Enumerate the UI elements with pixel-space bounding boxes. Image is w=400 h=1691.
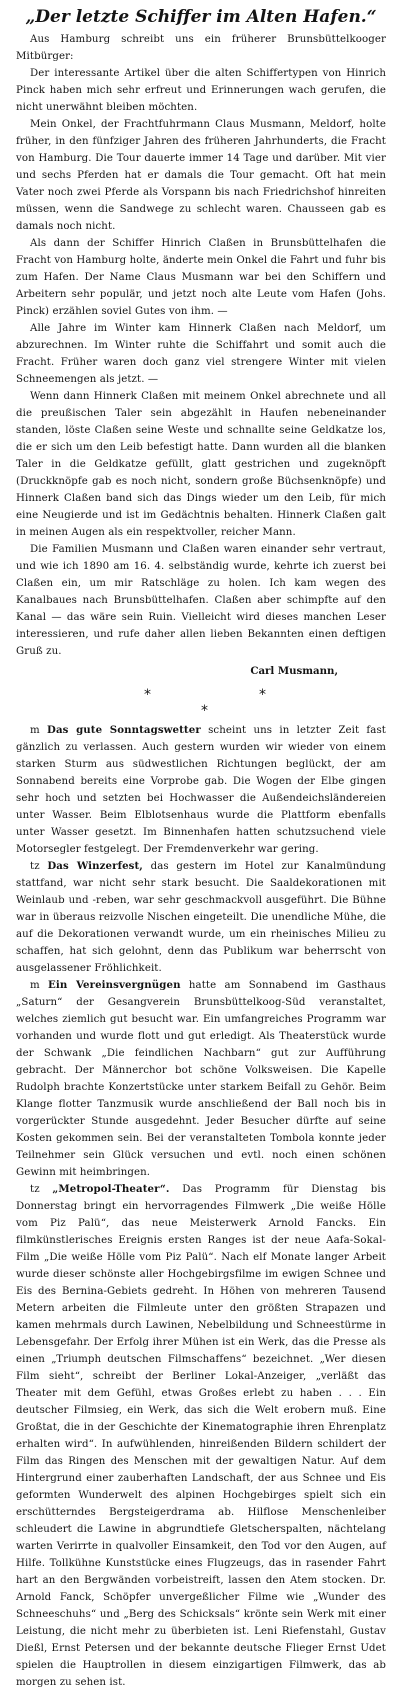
- section-divider: [16, 680, 386, 722]
- news-item-weather: [16, 722, 386, 858]
- news-title: Das gute Sonntagswetter: [47, 724, 201, 736]
- news-title: Das Winzerfest,: [47, 860, 143, 872]
- news-title: „Metropol-Theater“.: [52, 1183, 170, 1195]
- article-paragraph: Alle Jahre im Winter kam Hinnerk Claßen nach Meldorf, um abzurechnen. Im Winter ruhte die Schiffahrt und somit auch die Fracht. Früher waren doch ganz viel strengere Winter mit vielen Schneemengen als jetzt. —: [16, 323, 386, 385]
- article-headline: „Der letzte Schiffer im Alten Hafen.“: [25, 7, 377, 27]
- article-signature: Carl Musmann,: [250, 665, 338, 677]
- article-paragraph: Wenn dann Hinnerk Claßen mit meinem Onkel abrechnete und all die preußischen Taler sein abgezählt in Haufen nebeneinander standen, löste Claßen seine Weste und schnallte seine Geldkatze los, die er sich um den Leib befestigt hatte. Dann wurden all die blanken Taler in die Geldkatze gefüllt, glatt gestrichen und zugeknöpft (Druckknöpfe gab es noch nicht, sondern große Büchsenknöpfe) und Hinnerk Claßen band sich das Dings wieder um den Leib, für mich eine Neugierde und ist im Gedächtnis behalten. Hinnerk Claßen galt in meinen Augen als ein respektvoller, reicher Mann.: [16, 391, 386, 538]
- news-title: Ein Vereinsvergnügen: [48, 979, 181, 991]
- divider-star: *: [201, 703, 208, 719]
- news-text: Das Programm für Dienstag bis Donnerstag bringt ein hervorragendes Filmwerk „Die weiße Hölle vom Piz Palü“, das neue Meisterwerk Arnold Fancks. Ein filmkünstlerisches Ereignis ersten Ranges ist der neue Aafa-Sokal-Film „Die weiße Hölle vom Piz Palü“. Nach elf Monate langer Arbeit wurde dieser schönste aller Hochgebirgsfilme im ewigen Schnee und Eis des Bernina-Gebiets gedreht. In Höhen von mehreren Tausend Metern arbeiten die Filmleute unter den größten Strapazen und kamen mehrmals durch Lawinen, Nebelbildung und Schneestürme in Lebensgefahr. Der Erfolg ihrer Mühen ist ein Werk, das die Presse als einen „Triumph deutschen Filmschaffens“ bezeichnet. „Wer diesen Film sieht“, schreibt der Berliner Lokal-Anzeiger, „verläßt das Theater mit dem Gefühl, etwas Großes erlebt zu haben . . . Ein deutscher Filmsieg, ein Werk, das sich die Welt erobern muß. Eine Großtat, die in der Geschichte der Kinematographie ihren Ehrenplatz erhalten wird“. In aufwühlenden, hinreißenden Bildern schildert der Film das Ringen des Menschen mit der gewaltigen Natur. Auf dem Hintergrund einer zauberhaften Landschaft, der aus Schnee und Eis geformten Wunderwelt des alpinen Hochgebirges spielt sich ein erschütterndes Bergsteigerdrama ab. Hilflose Menschenleiber schleudert die Lawine in abgrundtiefe Gletscherspalten, nächtelang warten Verirrte in qualvoller Einsamkeit, den Tod vor den Augen, auf Hilfe. Tollkühne Kunststücke eines Flugzeugs, das in rasender Fahrt hart an den Bergwänden vorbeistreift, lassen den Atem stocken. Dr. Arnold Fanck, Schöpfer unvergeßlicher Filme wie „Wunder des Schneeschuhs“ und „Berg des Schicksals“ krönte sein Werk mit einer Leistung, die nicht mehr zu überbieten ist. Leni Riefenstahl, Gustav Dießl, Ernst Petersen und der bekannte deutsche Flieger Ernst Udet spielen die Hauptrollen in diesem einzigartigen Filmwerk, das ab morgen zu sehen ist.: [16, 1184, 387, 1688]
- news-prefix: tz: [30, 1184, 40, 1195]
- news-item-winzerfest: [16, 858, 386, 977]
- article-paragraph: Die Familien Musmann und Claßen waren einander sehr vertraut, und wie ich 1890 am 16. 4. selbständig wurde, kehrte ich zuerst bei Claßen ein, um mir Ratschläge zu holen. Ich kam wegen des Kanalbaues nach Brunsbüttelhafen. Claßen aber schimpfte auf den Kanal — das wäre sein Ruin. Vielleicht wird dieses manchen Leser interessieren, und rufe daher allen lieben Bekannten einen deftigen Gruß zu.: [16, 544, 386, 657]
- article-body: [16, 31, 386, 660]
- article-paragraph: Der interessante Artikel über die alten Schiffertypen von Hinrich Pinck haben mich sehr erfreut und Erinnerungen wach gerufen, die nicht unerwähnt bleiben möchten.: [16, 68, 386, 113]
- local-news: [16, 722, 386, 1691]
- article-paragraph: Mein Onkel, der Frachtfuhrmann Claus Musmann, Meldorf, holte früher, in den fünfziger Jahren des früheren Jahrhunderts, die Fracht von Hamburg. Die Tour dauerte immer 14 Tage und darüber. Mit vier und sechs Pferden hat er damals die Tour gemacht. Oft hat mein Vater noch zwei Pferde als Vorspann bis nach Friedrichshof hinreiten müssen, wenn die Sandwege zu schlecht waren. Chausseen gab es damals noch nicht.: [16, 119, 386, 232]
- news-item-metropol-theater: [16, 1181, 386, 1691]
- news-text: scheint uns in letzter Zeit fast gänzlich zu verlassen. Auch gestern wurden wir wieder von einem starken Sturm aus südwestlichen Richtungen beglückt, der am Sonnabend bereits eine Vorprobe gab. Die Wogen der Elbe gingen sehr hoch und setzten bei Hochwasser die Außendeichsländereien unter Wasser. Beim Elblotsenhaus wurde die Plattform ebenfalls unter Wasser gesetzt. Im Binnenhafen hatten schutzsuchend viele Motorsegler festgelegt. Der Fremdenverkehr war gering.: [16, 725, 387, 855]
- divider-star: *: [144, 687, 151, 703]
- divider-star: *: [259, 687, 266, 703]
- news-prefix: m: [30, 725, 40, 736]
- news-item-vereinsvergnuegen: [16, 977, 386, 1181]
- article-paragraph: Als dann der Schiffer Hinrich Claßen in Brunsbüttelhafen die Fracht von Hamburg holte, änderte mein Onkel die Fahrt und fuhr bis zum Hafen. Der Name Claus Musmann war bei den Schiffern und Arbeitern sehr populär, und jetzt noch alte Leute vom Hafen (Johs. Pinck) erzählen soviel Gutes von ihm. —: [16, 238, 386, 317]
- article-paragraph: Aus Hamburg schreibt uns ein früherer Brunsbüttelkooger Mitbürger:: [16, 34, 386, 62]
- news-prefix: m: [30, 980, 40, 991]
- news-text: das gestern im Hotel zur Kanalmündung stattfand, war nicht sehr stark besucht. Die Saaldekorationen mit Weinlaub und -reben, war sehr geschmackvoll ausgeführt. Die Bühne war in überaus reizvolle Nischen eingeteilt. Die unendliche Mühe, die auf die Dekorationen verwandt wurde, um ein rheinisches Milieu zu schaffen, hat sich gelohnt, denn das Publikum war beherrscht von ausgelassener Fröhlichkeit.: [16, 861, 386, 974]
- news-prefix: tz: [30, 861, 40, 872]
- news-text: hatte am Sonnabend im Gasthaus „Saturn“ der Gesangverein Brunsbüttelkoog-Süd veranstaltet, welches ziemlich gut besucht war. Ein umfangreiches Programm war vorhanden und wurde flott und gut erledigt. Als Theaterstück wurde der Schwank „Die feindlichen Nachbarn“ gut zur Aufführung gebracht. Der Männerchor bot schöne Volksweisen. Die Kapelle Rudolph brachte Konzertstücke unter starkem Beifall zu Gehör. Beim Klange flotter Tanzmusik wurde anschließend der Ball noch bis in vorgerückter Stunde ausgedehnt. Jeder Besucher dürfte auf seine Kosten gekommen sein. Bei der veranstalteten Tombola konnte jeder Teilnehmer sein Glück versuchen und evtl. noch einen schönen Gewinn mit heimbringen.: [16, 980, 386, 1178]
